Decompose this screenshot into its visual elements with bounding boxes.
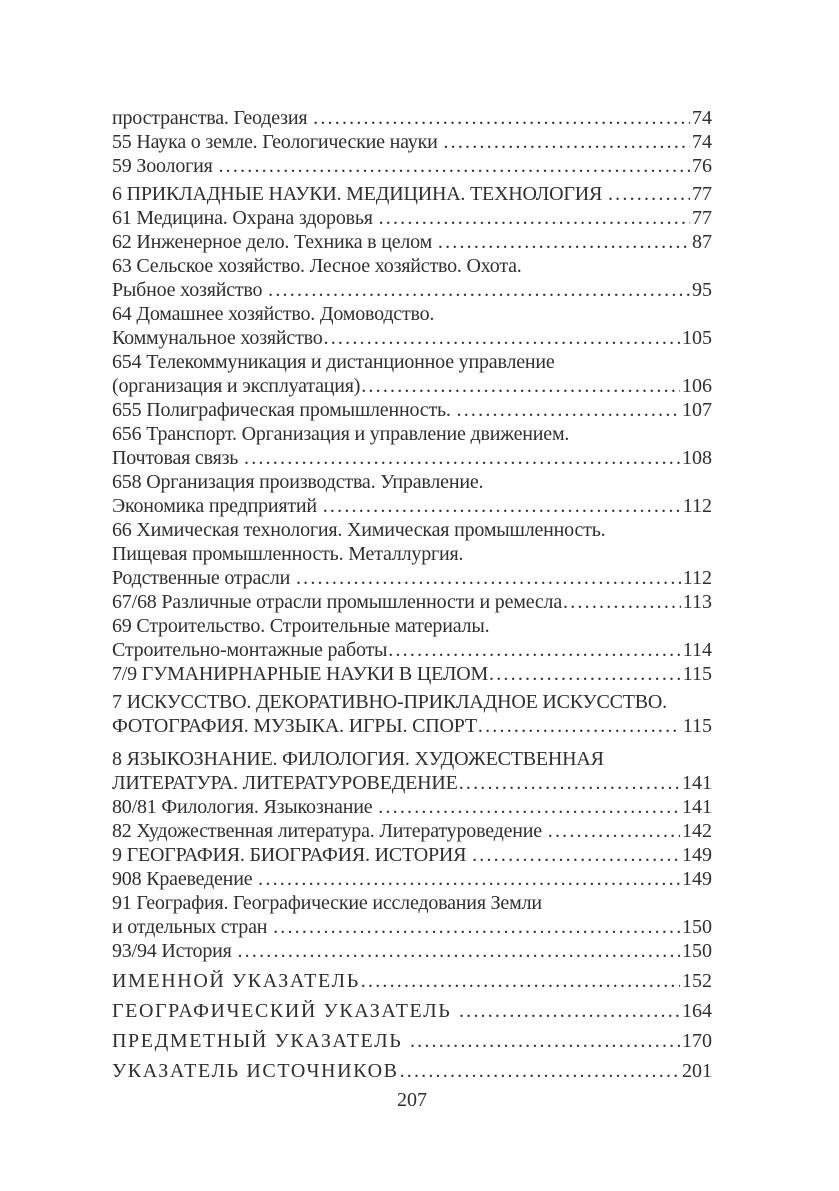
toc-page-number: 77	[692, 183, 712, 205]
toc-entry-text: Экономика предприятий	[112, 495, 322, 517]
toc-line	[112, 278, 712, 302]
toc-line	[112, 939, 712, 963]
toc-line	[112, 398, 712, 422]
toc-page-number: 141	[682, 772, 712, 794]
toc-page-number: 115	[682, 715, 712, 737]
toc-entry-text: Родственные отрасли	[112, 567, 295, 589]
toc-entry-text: ИМЕННОЙ УКАЗАТЕЛЬ	[112, 970, 360, 992]
dot-leader	[268, 278, 690, 302]
toc-entry-text: 69 Строительство. Строительные материалы.	[112, 615, 490, 637]
dot-leader	[244, 446, 680, 470]
toc-page-number: 76	[692, 155, 712, 177]
toc-page-number: 142	[682, 820, 712, 842]
dot-leader	[361, 969, 680, 993]
toc-line	[112, 747, 712, 771]
toc-page-number: 170	[682, 1030, 712, 1052]
dot-leader	[361, 374, 680, 398]
toc-line	[112, 714, 712, 738]
toc-line	[112, 662, 712, 686]
toc-line	[112, 590, 712, 614]
toc-page-number: 74	[692, 131, 712, 153]
toc-line	[112, 230, 712, 254]
toc-page-number: 87	[692, 231, 712, 253]
toc-line	[112, 182, 712, 206]
toc-entry-text: 6 ПРИКЛАДНЫЕ НАУКИ. МЕДИЦИНА. ТЕХНОЛОГИЯ	[112, 183, 607, 205]
toc-line	[112, 302, 712, 326]
toc-list	[112, 106, 712, 1083]
toc-line	[112, 795, 712, 819]
toc-entry-text: (организация и эксплуатация)	[112, 375, 361, 397]
dot-leader	[378, 795, 680, 819]
toc-entry-text: 658 Организация производства. Управление.	[112, 471, 484, 493]
toc-entry-text: 93/94 История	[112, 940, 237, 962]
toc-entry-text: 66 Химическая технология. Химическая промышленность.	[112, 519, 606, 541]
dot-leader	[489, 662, 681, 686]
toc-entry-text: Строительно-монтажные работы	[112, 639, 388, 661]
toc-line	[112, 350, 712, 374]
toc-entry-text: 82 Художественная литература. Литературоведение	[112, 820, 547, 842]
toc-line	[112, 969, 712, 993]
dot-leader	[258, 867, 680, 891]
dot-leader	[548, 819, 680, 843]
toc-line	[112, 1059, 712, 1083]
toc-line	[112, 843, 712, 867]
dot-leader	[438, 230, 690, 254]
toc-entry-text: ФОТОГРАФИЯ. МУЗЫКА. ИГРЫ. СПОРТ	[112, 715, 477, 737]
toc-page-number: 115	[682, 663, 712, 685]
toc-entry-text: Рыбное хозяйство	[112, 279, 268, 301]
toc-line	[112, 494, 712, 518]
toc-entry-text: ГЕОГРАФИЧЕСКИЙ УКАЗАТЕЛЬ	[112, 1000, 458, 1022]
toc-page-number: 108	[682, 447, 712, 469]
toc-entry-text: 91 География. Географические исследования Земли	[112, 892, 542, 914]
toc-line	[112, 915, 712, 939]
dot-leader	[400, 1059, 680, 1083]
dot-leader	[379, 206, 690, 230]
dot-leader	[459, 999, 680, 1023]
toc-entry-text: пространства. Геодезия	[112, 107, 313, 129]
toc-entry-text: 61 Медицина. Охрана здоровья	[112, 207, 378, 229]
toc-page-number: 149	[682, 844, 712, 866]
toc-page-number: 149	[682, 868, 712, 890]
toc-page-number: 107	[682, 399, 712, 421]
dot-leader	[313, 106, 690, 130]
toc-entry-text: Коммунальное хозяйство	[112, 327, 323, 349]
toc-page-number: 201	[682, 1060, 712, 1082]
toc-line	[112, 1029, 712, 1053]
toc-line	[112, 999, 712, 1023]
toc-line	[112, 326, 712, 350]
toc-page-number: 105	[682, 327, 712, 349]
dot-leader	[459, 771, 680, 795]
toc-entry-text: 9 ГЕОГРАФИЯ. БИОГРАФИЯ. ИСТОРИЯ	[112, 844, 472, 866]
toc-entry-text: 654 Телекоммуникация и дистанционное управление	[112, 351, 555, 373]
dot-leader	[273, 915, 680, 939]
toc-entry-text: 55 Наука о земле. Геологические науки	[112, 131, 443, 153]
toc-line	[112, 206, 712, 230]
toc-line	[112, 518, 712, 542]
page-number: 207	[397, 1089, 427, 1111]
dot-leader	[443, 130, 690, 154]
toc-line	[112, 819, 712, 843]
toc-line	[112, 542, 712, 566]
toc-page-number: 141	[682, 796, 712, 818]
dot-leader	[608, 182, 690, 206]
toc-entry-text: 655 Полиграфическая промышленность.	[112, 399, 456, 421]
toc-page-number: 77	[692, 207, 712, 229]
toc-line	[112, 867, 712, 891]
toc-entry-text: 8 ЯЗЫКОЗНАНИЕ. ФИЛОЛОГИЯ. ХУДОЖЕСТВЕННАЯ	[112, 748, 604, 770]
dot-leader	[410, 1029, 680, 1053]
toc-page-number: 112	[682, 495, 712, 517]
toc-line	[112, 690, 712, 714]
toc-entry-text: 908 Краеведение	[112, 868, 258, 890]
toc-line	[112, 422, 712, 446]
toc-entry-text: 80/81 Филология. Языкознание	[112, 796, 378, 818]
toc-line	[112, 130, 712, 154]
toc-entry-text: Пищевая промышленность. Металлургия.	[112, 543, 464, 565]
dot-leader	[296, 566, 681, 590]
toc-entry-text: 656 Транспорт. Организация и управление движением.	[112, 423, 570, 445]
dot-leader	[472, 843, 680, 867]
toc-line	[112, 614, 712, 638]
toc-line	[112, 566, 712, 590]
toc-entry-text: 59 Зоология	[112, 155, 218, 177]
toc-page-number: 106	[682, 375, 712, 397]
toc-entry-text: 7/9 ГУМАНИРНАРНЫЕ НАУКИ В ЦЕЛОМ	[112, 663, 489, 685]
toc-page-number: 74	[692, 107, 712, 129]
dot-leader	[388, 638, 680, 662]
toc-line	[112, 470, 712, 494]
toc-line	[112, 254, 712, 278]
toc-line	[112, 638, 712, 662]
toc-page-number: 112	[682, 567, 712, 589]
toc-entry-text: ПРЕДМЕТНЫЙ УКАЗАТЕЛЬ	[112, 1030, 409, 1052]
toc-entry-text: и отдельных стран	[112, 916, 273, 938]
toc-entry-text: УКАЗАТЕЛЬ ИСТОЧНИКОВ	[112, 1060, 399, 1082]
toc-line	[112, 891, 712, 915]
toc-entry-text: 63 Сельское хозяйство. Лесное хозяйство. Охота.	[112, 255, 522, 277]
dot-leader	[324, 326, 680, 350]
dot-leader	[218, 154, 690, 178]
toc-entry-text: 67/68 Различные отрасли промышленности и ремесла	[112, 591, 563, 613]
toc-line	[112, 154, 712, 178]
toc-line	[112, 771, 712, 795]
toc-page-number: 150	[682, 916, 712, 938]
toc-line	[112, 374, 712, 398]
toc-entry-text: Почтовая связь	[112, 447, 243, 469]
toc-page-number: 114	[682, 639, 712, 661]
dot-leader	[323, 494, 681, 518]
toc-page-number: 150	[682, 940, 712, 962]
toc-line	[112, 446, 712, 470]
toc-entry-text: 62 Инженерное дело. Техника в целом	[112, 231, 437, 253]
toc-page-number: 113	[682, 591, 712, 613]
toc-page-number: 164	[682, 1000, 712, 1022]
dot-leader	[237, 939, 680, 963]
dot-leader	[478, 714, 681, 738]
toc-entry-text: 64 Домашнее хозяйство. Домоводство.	[112, 303, 435, 325]
toc-line	[112, 106, 712, 130]
toc-entry-text: ЛИТЕРАТУРА. ЛИТЕРАТУРОВЕДЕНИЕ	[112, 772, 458, 794]
toc-page-number: 95	[692, 279, 712, 301]
dot-leader	[563, 590, 681, 614]
toc-entry-text: 7 ИСКУССТВО. ДЕКОРАТИВНО-ПРИКЛАДНОЕ ИСКУССТВО.	[112, 691, 667, 713]
dot-leader	[457, 398, 680, 422]
toc-page-number: 152	[682, 970, 712, 992]
